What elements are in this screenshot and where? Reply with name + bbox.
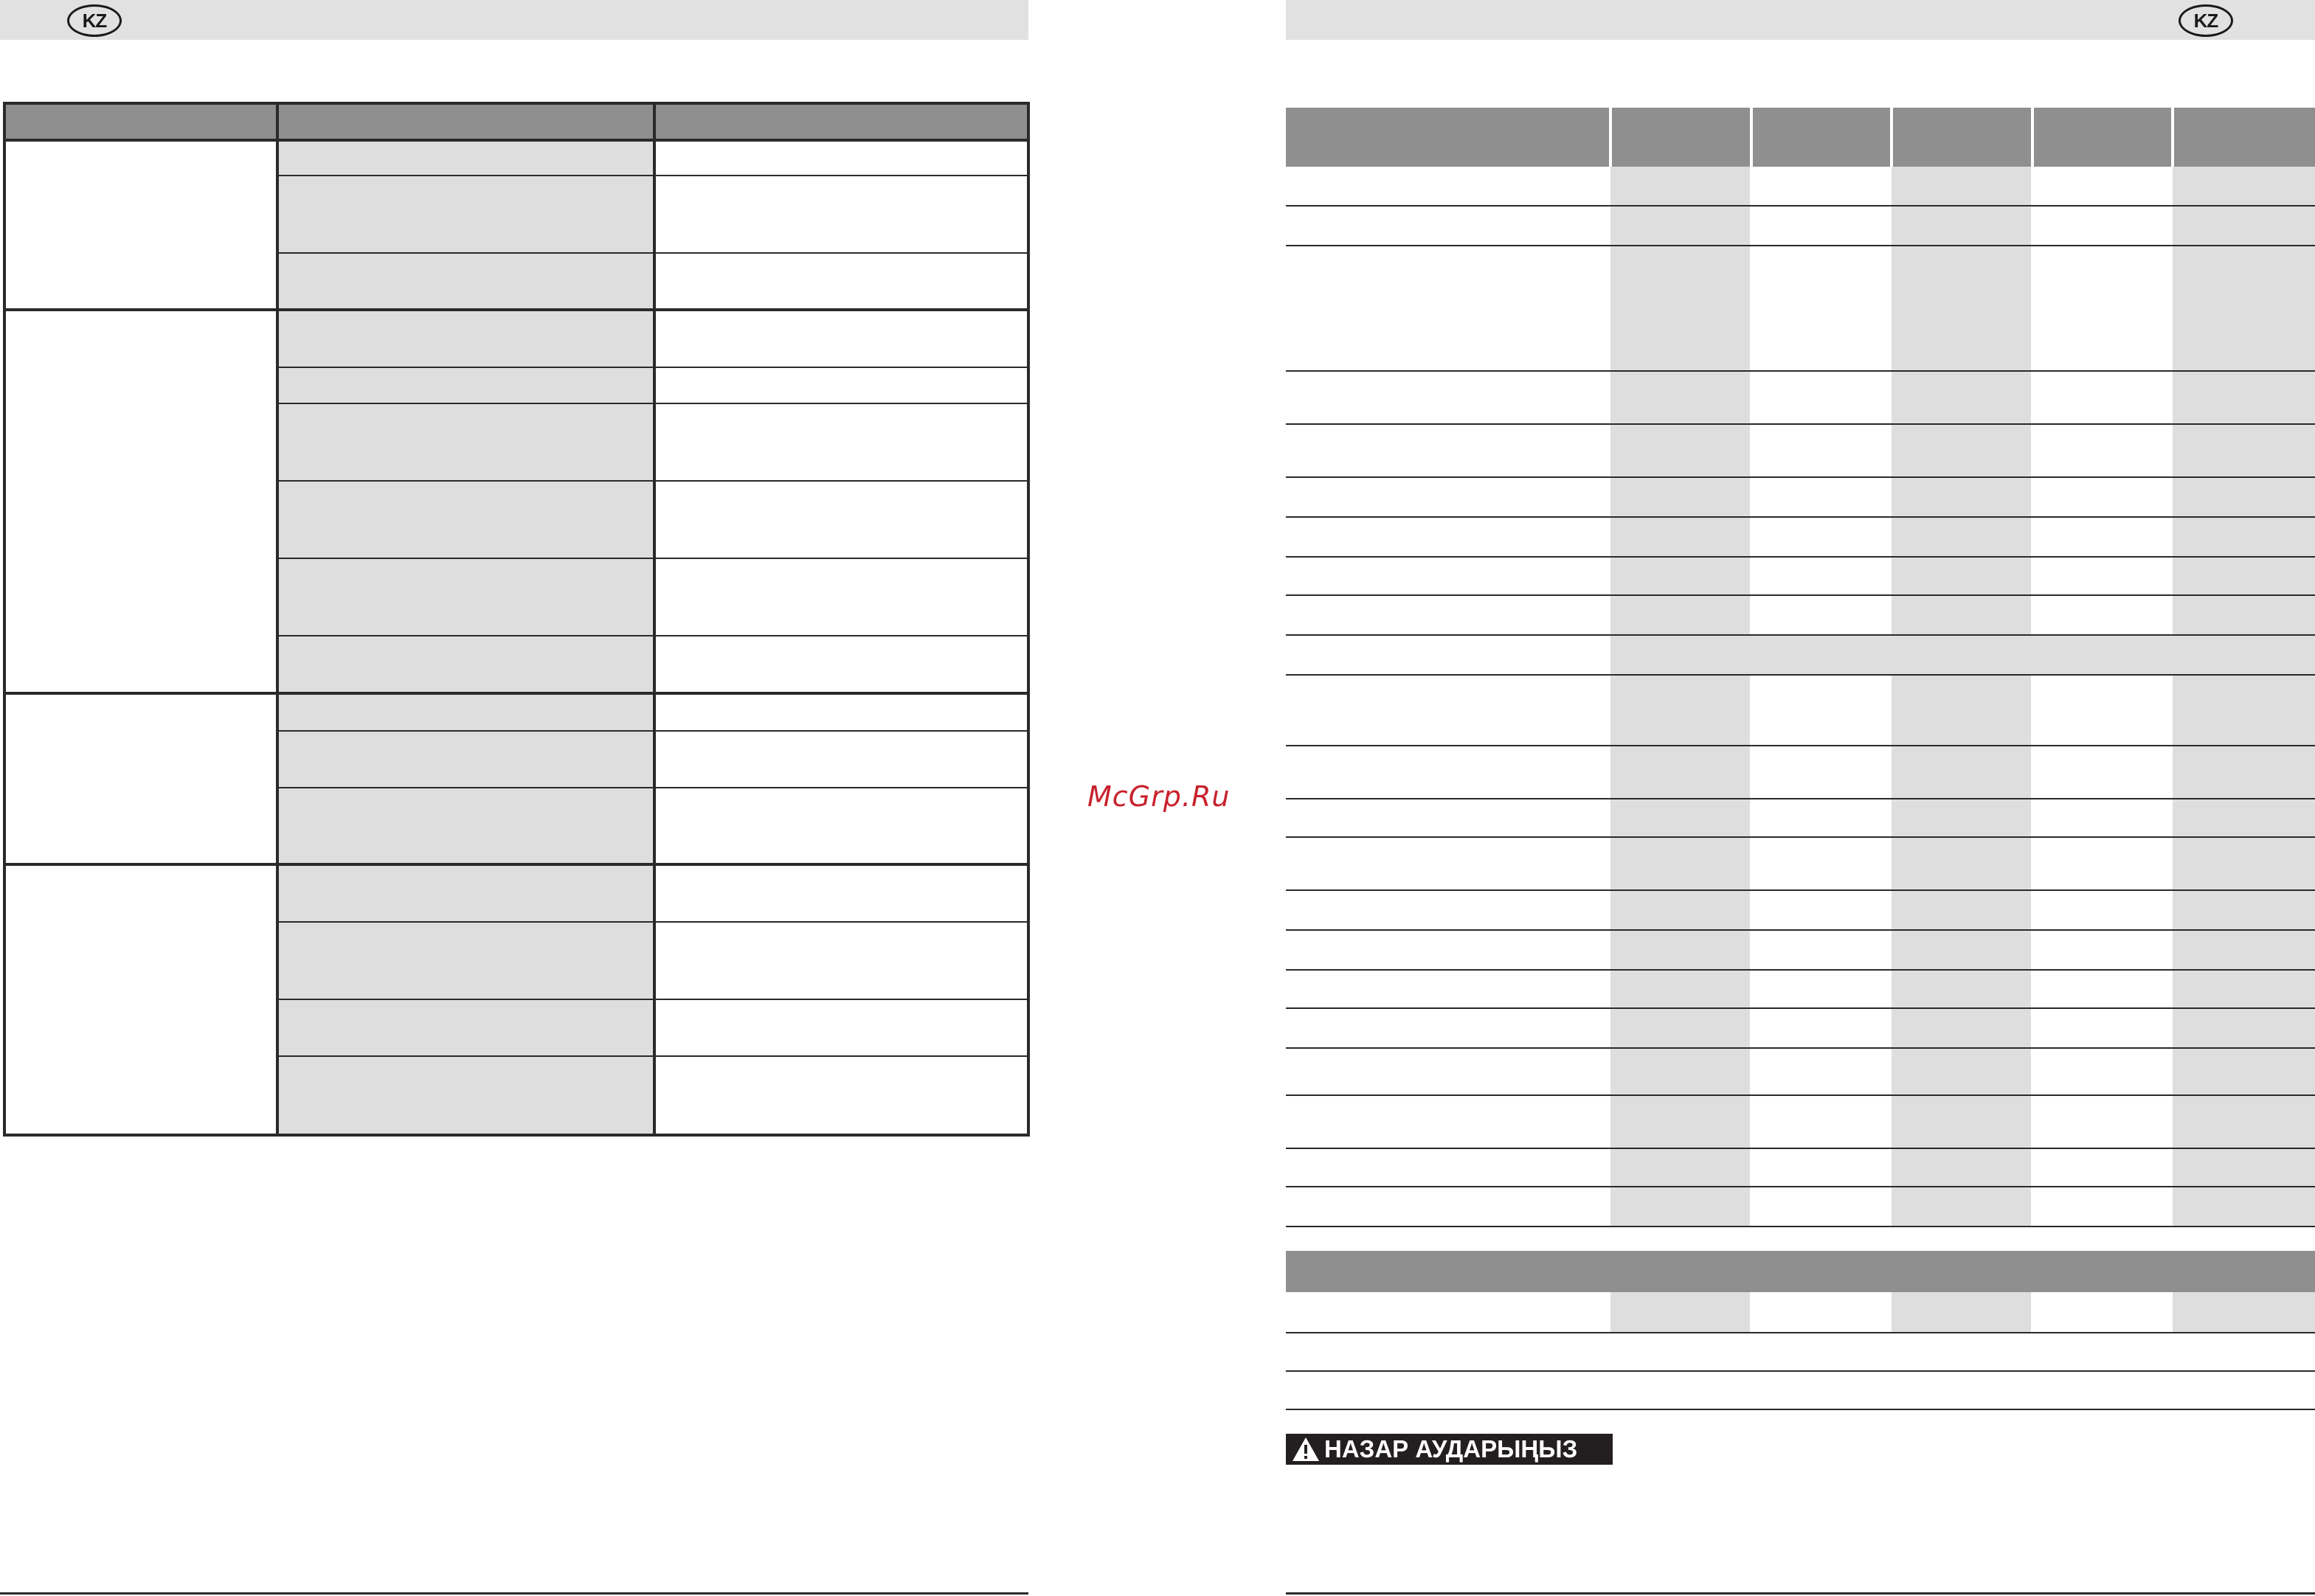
warning-text: НАЗАР АУДАРЫҢЫЗ (1324, 1435, 1578, 1463)
table-merged-row (1610, 636, 2315, 676)
left-footer-rule (0, 1592, 1028, 1595)
kz-logo-right: KZ (2179, 4, 2233, 37)
troubleshooting-table (3, 102, 1029, 1137)
right-footer-rule (1286, 1592, 2315, 1595)
table-cell (277, 140, 655, 1137)
right-page-header-bar (1286, 0, 2315, 40)
table-header-row (3, 102, 1029, 140)
table-column-shade (1610, 167, 1750, 637)
table-column-shade (1892, 167, 2031, 637)
table-column-shade (2173, 167, 2315, 637)
watermark-text: McGrp.Ru (1087, 780, 1231, 813)
table-header-row (1286, 108, 2315, 167)
specifications-table (1286, 108, 2315, 1410)
left-page-header-bar (0, 0, 1028, 40)
warning-label (1286, 1434, 1613, 1465)
section-header-row (1286, 1251, 2315, 1292)
kz-logo-left: KZ (67, 4, 122, 37)
warning-triangle-icon (1292, 1437, 1320, 1462)
